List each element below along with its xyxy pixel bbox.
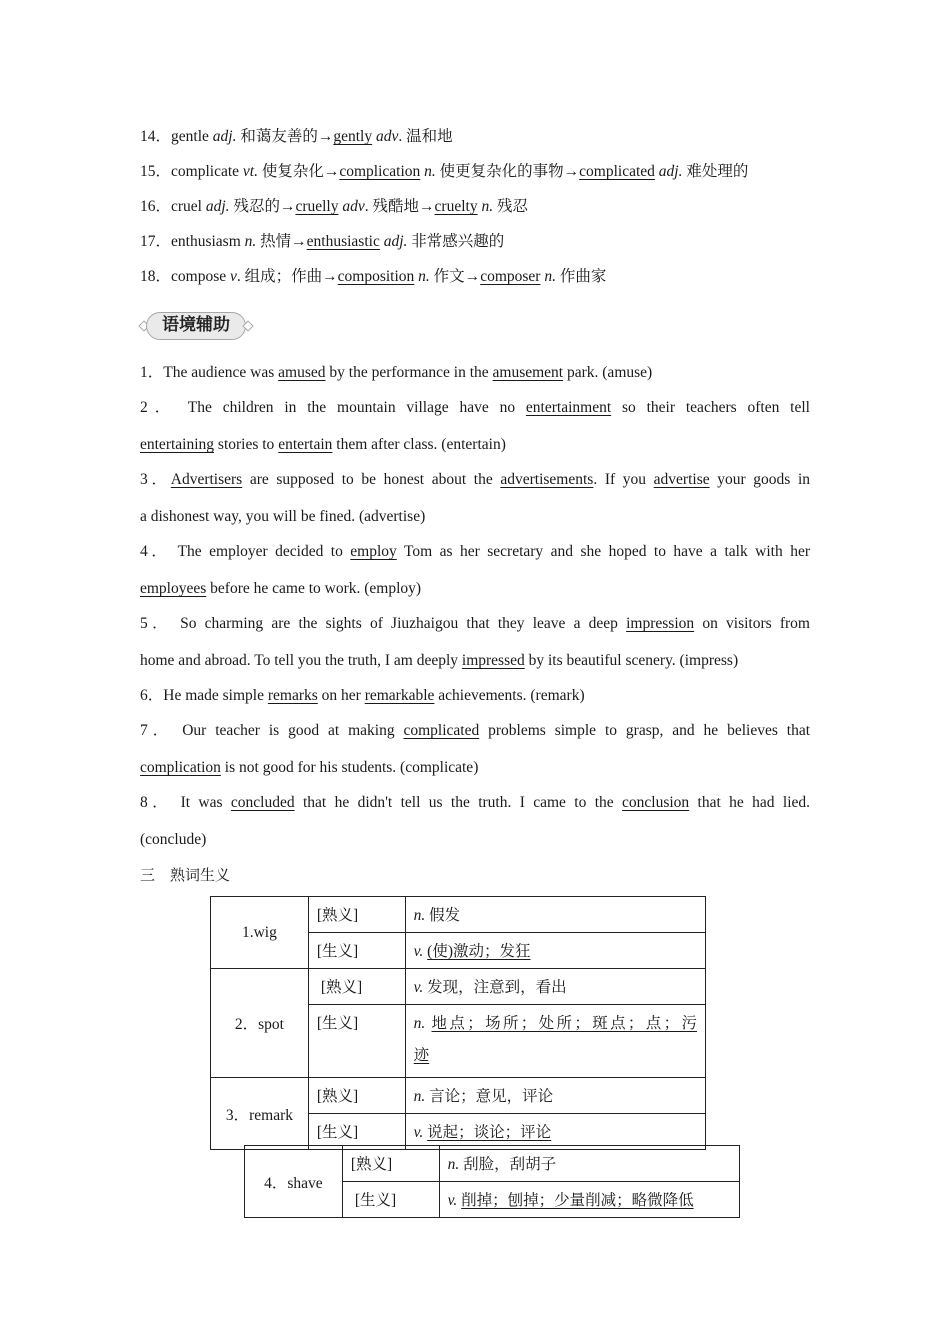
new-meaning: n. 地点；场所；处所；斑点；点；污 迹 [405,1005,705,1078]
sentence-3-line-2: a dishonest way, you will be fined. (advertise) [140,508,426,525]
table-row [211,897,706,933]
tag-familiar: [熟义] [308,897,405,933]
tag-familiar: [熟义] [308,969,405,1005]
section-banner [140,312,252,340]
table-word-cell: 2．spot [211,969,309,1078]
tag-familiar: [熟义] [342,1146,439,1182]
sentence-7-line-1: 7． Our teacher is good at making complicated problems simple to grasp, and he believes that [140,722,811,739]
new-meaning: v. 削掉；刨掉；少量削减；略微降低 [439,1182,739,1218]
word-meaning-table-continued [244,1145,740,1218]
word-meaning-table [210,896,706,1150]
tag-new: [生义] [308,1005,405,1078]
tag-familiar: [熟义] [308,1078,405,1114]
table-word-cell: 4．shave [245,1146,343,1218]
table-word-cell: 1.wig [211,897,309,969]
tag-new: [生义] [342,1182,439,1218]
sentence-2-line-1: 2． The children in the mountain village have no entertainment so their teachers often tell [140,399,810,416]
tag-new: [生义] [308,1114,405,1150]
vocab-line-15: 15．complicate vt. 使复杂化→complication n. 使更复杂化的事物→complicated adj. 难处理的 [140,163,749,180]
sentence-5-line-2: home and abroad. To tell you the truth, I am deeply impressed by its beautiful scenery. (impress) [140,652,739,669]
sentence-2-line-2: entertaining stories to entertain them after class. (entertain) [140,436,506,453]
table-row [211,969,706,1005]
tag-new: [生义] [308,933,405,969]
table-row [211,1078,706,1114]
table-word-cell: 3．remark [211,1078,309,1150]
sentence-6: 6．He made simple remarks on her remarkable achievements. (remark) [140,687,585,704]
vocab-line-14: 14．gentle adj. 和蔼友善的→gently adv. 温和地 [140,128,453,145]
new-meaning: v. 说起；谈论；评论 [405,1114,705,1150]
section-heading: 三 熟词生义 [140,866,231,884]
sentence-7-line-2: complication is not good for his students. (complicate) [140,759,479,776]
sentence-4-line-2: employees before he came to work. (employ) [140,580,422,597]
sentence-8-line-2: (conclude) [140,831,207,848]
familiar-meaning: n. 刮脸，刮胡子 [439,1146,739,1182]
sentence-3-line-1: 3．Advertisers are supposed to be honest about the advertisements. If you advertise your goods in [140,471,810,488]
vocab-line-17: 17．enthusiasm n. 热情→enthusiastic adj. 非常感兴趣的 [140,233,505,250]
familiar-meaning: n. 言论；意见，评论 [405,1078,705,1114]
vocab-line-16: 16．cruel adj. 残忍的→cruelly adv. 残酷地→cruelty n. 残忍 [140,198,528,215]
table-row [245,1146,740,1182]
sentence-5-line-1: 5． So charming are the sights of Jiuzhaigou that they leave a deep impression on visitors from [140,615,810,632]
familiar-meaning: n. 假发 [405,897,705,933]
banner-label: 语境辅助 [146,312,246,340]
sentence-8-line-1: 8． It was concluded that he didn't tell us the truth. I came to the conclusion that he had lied. [140,794,811,811]
sentence-4-line-1: 4． The employer decided to employ Tom as her secretary and she hoped to have a talk with her [140,543,810,560]
vocab-line-18: 18．compose v. 组成；作曲→composition n. 作文→composer n. 作曲家 [140,268,607,285]
familiar-meaning: v. 发现，注意到，看出 [405,969,705,1005]
new-meaning: v. (使)激动；发狂 [405,933,705,969]
sentence-1: 1．The audience was amused by the performance in the amusement park. (amuse) [140,364,653,381]
